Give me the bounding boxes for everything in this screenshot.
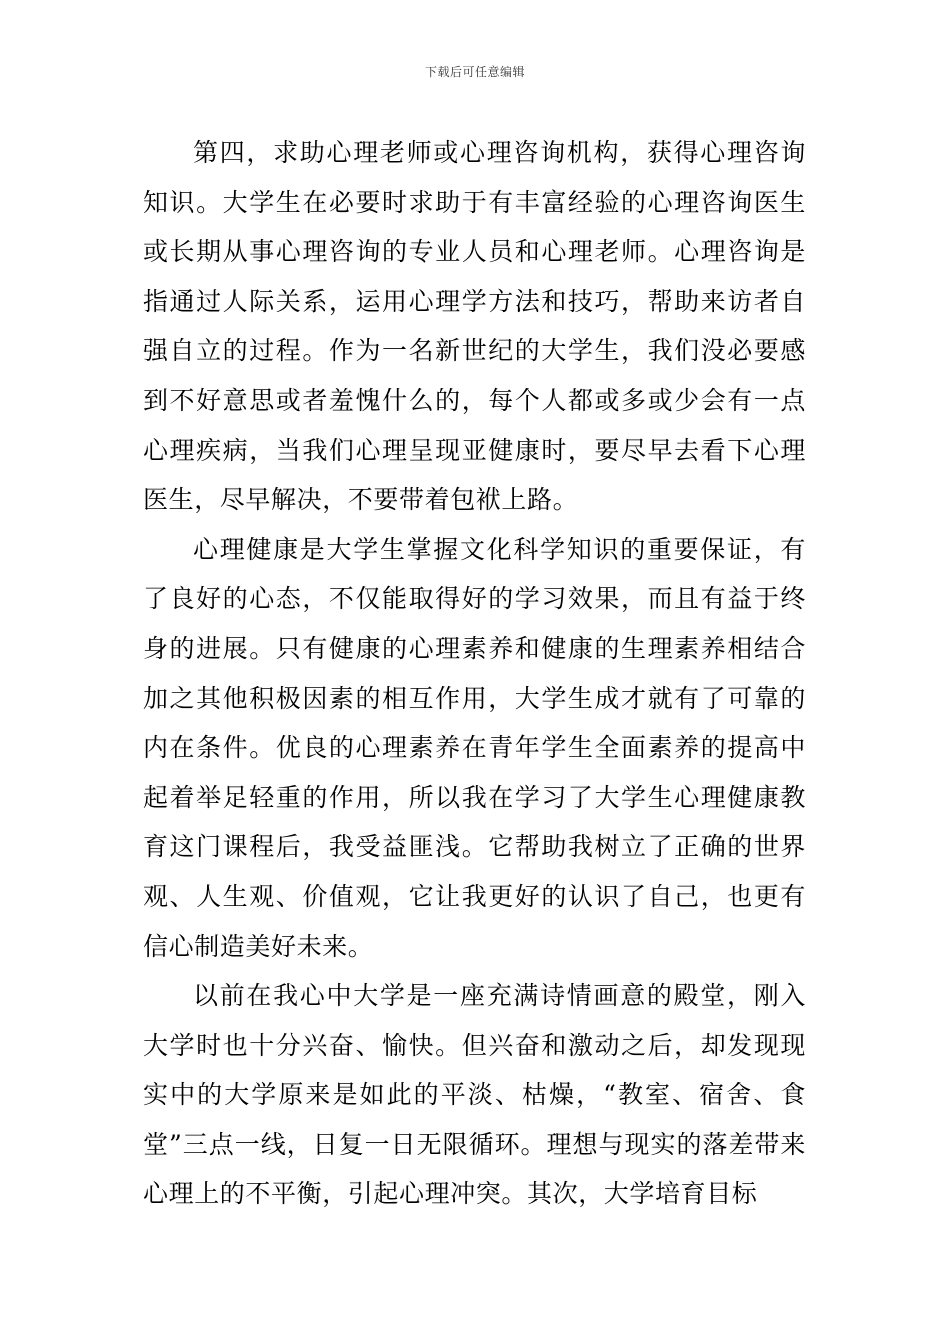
- paragraph-seeking-help: 第四，求助心理老师或心理咨询机构，获得心理咨询知识。大学生在必要时求助于有丰富经验的心理咨询医生或长期从事心理咨询的专业人员和心理老师。心理咨询是指通过人际关系，运用心理学方法和技巧，帮助来访者自强自立的过程。作为一名新世纪的大学生，我们没必要感到不好意思或者羞愧什么的，每个人都或多或少会有一点心理疾病，当我们心理呈现亚健康时，要尽早去看下心理医生，尽早解决，不要带着包袱上路。: [143, 138, 806, 515]
- document-body: [143, 128, 806, 1219]
- paragraph-university-expectations: 以前在我心中大学是一座充满诗情画意的殿堂，刚入大学时也十分兴奋、愉快。但兴奋和激动之后，却发现现实中的大学原来是如此的平淡、枯燥，“教室、宿舍、食堂”三点一线，日复一日无限循环。理想与现实的落差带来心理上的不平衡，引起心理冲突。其次，大学培育目标: [143, 981, 806, 1209]
- paragraph-mental-health-importance: 心理健康是大学生掌握文化科学知识的重要保证，有了良好的心态，不仅能取得好的学习效果，而且有益于终身的进展。只有健康的心理素养和健康的生理素养相结合加之其他积极因素的相互作用，大学生成才就有了可靠的内在条件。优良的心理素养在青年学生全面素养的提高中起着举足轻重的作用，所以我在学习了大学生心理健康教育这门课程后，我受益匪浅。它帮助我树立了正确的世界观、人生观、价值观，它让我更好的认识了自己，也更有信心制造美好未来。: [143, 534, 806, 961]
- page-header: 下载后可任意编辑: [424, 65, 525, 79]
